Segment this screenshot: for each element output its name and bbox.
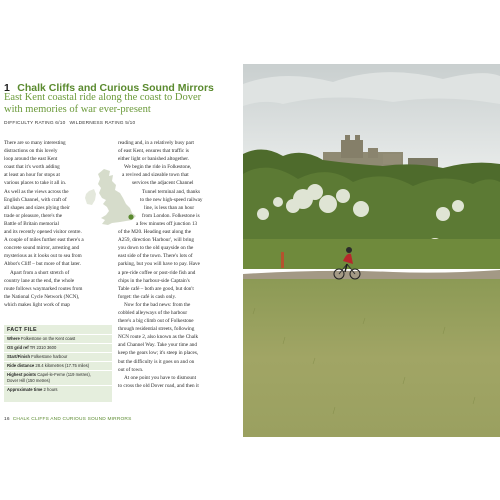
fact-value: Folkestone on the Kent coast [20,336,76,341]
text-line: you down to the old quayside on the [118,245,194,252]
difficulty-rating: DIFFICULTY RATING 6/10 [4,121,66,126]
fact-label: Ride distance [7,363,35,368]
text-line: there's a big climb out of Folkestone [118,318,194,325]
text-line: loop around the east Kent [4,156,58,163]
text-line: NCN route 2, also known as the Chalk [118,334,199,341]
meadow [243,279,500,437]
fact-value: Capel-le-Ferne (119 metres), [37,372,91,377]
text-line: various places to take it all in. [4,180,67,187]
text-line: Tunnel terminal and, thanks [142,188,201,195]
text-line: As well as the views across the [4,188,69,195]
text-line: services the adjacent Channel [132,180,194,187]
text-line: which makes light work of map [4,301,70,308]
text-line: coast that it's worth adding [4,164,60,171]
text-line: distractions on this lovely [4,148,58,155]
text-line: a pre-ride coffee or post-ride fish and [118,269,196,276]
text-line: a few minutes off junction 13 [136,220,198,227]
chapter-number: 1 [4,82,10,94]
fact-row-distance [4,361,112,370]
text-line: At one point you have to dismount [124,374,197,381]
fact-row-start-finish [4,352,112,361]
ride-photo [243,64,500,437]
fact-value: Folkestone harbour [31,354,68,359]
text-line: reading and, in a relatively busy part [118,140,194,146]
waymark-post [281,252,284,268]
text-line: of the M20. Heading east along the [118,229,192,236]
fact-row-highest-points [4,370,112,385]
text-line: concrete sound mirror, arresting and [4,245,80,252]
chapter-subtitle [4,92,240,115]
fact-label: OS grid ref [7,345,29,350]
text-line: at least an hour for stops at [4,172,60,179]
running-title: CHALK CLIFFS AND CURIOUS SOUND MIRRORS [12,417,132,422]
text-line: cobbled alleyways of the harbour [118,309,188,316]
text-line: east side of the town. There's lots of [118,253,193,260]
ireland-outline [85,189,96,205]
text-line: of east Kent, ensures that traffic is [118,148,189,155]
text-line: mysterious as it looks out to sea from [4,253,82,260]
subtitle-line: with memories of war ever-present [4,103,151,115]
text-line: keep the gears low; it's steep in places, [118,350,199,357]
ratings [4,121,240,126]
text-line: There are so many interesting [4,140,66,146]
fact-row-where [4,334,112,343]
fact-value: TR 2310 3600 [29,345,57,350]
fact-label: Start/Finish [7,354,31,359]
fact-file-box [4,325,112,402]
text-line: A259, direction 'Harbour', will bring [118,237,194,244]
fact-file-heading: FACT FILE [7,327,37,333]
text-line: out of town. [118,366,144,373]
fact-label: Approximate time [7,387,43,392]
text-line: Battle of Britain memorial [4,220,59,227]
text-line: Table café – both are good, but don't [118,285,194,292]
text-line: line, is less than an hour [144,204,195,211]
fact-label: Highest points [7,372,37,377]
text-line: but the difficulty is it goes on and on [118,358,195,365]
text-line: either light or banished altogether. [118,156,190,163]
text-line: trade or pleasure, there's the [4,212,63,219]
text-line: the National Cycle Network (NCN), [4,293,80,300]
text-line: parking, but you will have to pay. Have [118,261,200,268]
fact-value: Dover Hill (150 metres) [7,378,51,383]
body-column-right [118,139,237,390]
text-line: all shapes and sizes plying their [4,204,70,211]
text-line: to the new high-speed railway [140,196,203,203]
text-line: and its recently opened visitor centre. [4,229,82,236]
text-line: chips in the harbour-side Captain's [118,277,190,284]
text-line: through residential streets, following [118,326,195,333]
fact-value: 2 hours [43,387,58,392]
text-line: A couple of miles further east there's a [4,237,84,244]
text-line: Now for the bad news: from the [124,301,191,308]
fact-value: 28.4 kilometres (17.75 miles) [35,363,90,368]
page-number: 16 [4,417,10,422]
text-line: route follows waymarked routes from [4,285,83,292]
page-footer [4,417,240,422]
fact-row-grid-ref [4,343,112,352]
text-line: Apart from a short stretch of [10,269,70,276]
fact-row-time [4,385,112,394]
subtitle-line: East Kent coastal ride along the coast to Dover [4,92,202,103]
text-line: to cross the old Dover road, and then it [118,382,199,389]
text-line: We begin the ride in Folkestone, [124,164,192,171]
text-line: from London. Folkestone is [142,212,200,219]
text-line: English Channel, with craft of [4,196,67,203]
wilderness-rating: WILDERNESS RATING 5/10 [69,121,136,126]
text-line: a revived and sizeable town that [122,172,189,179]
chapter-title: Chalk Cliffs and Curious Sound Mirrors [17,82,214,94]
text-line: country lane at the end, the whole [4,277,75,284]
text-line: and Channel Way. Take your time and [118,342,197,349]
text-line: Abbot's Cliff – but more of that later. [4,261,81,268]
fact-label: Where [7,336,20,341]
text-line: forget: the café is cash only. [118,293,177,300]
